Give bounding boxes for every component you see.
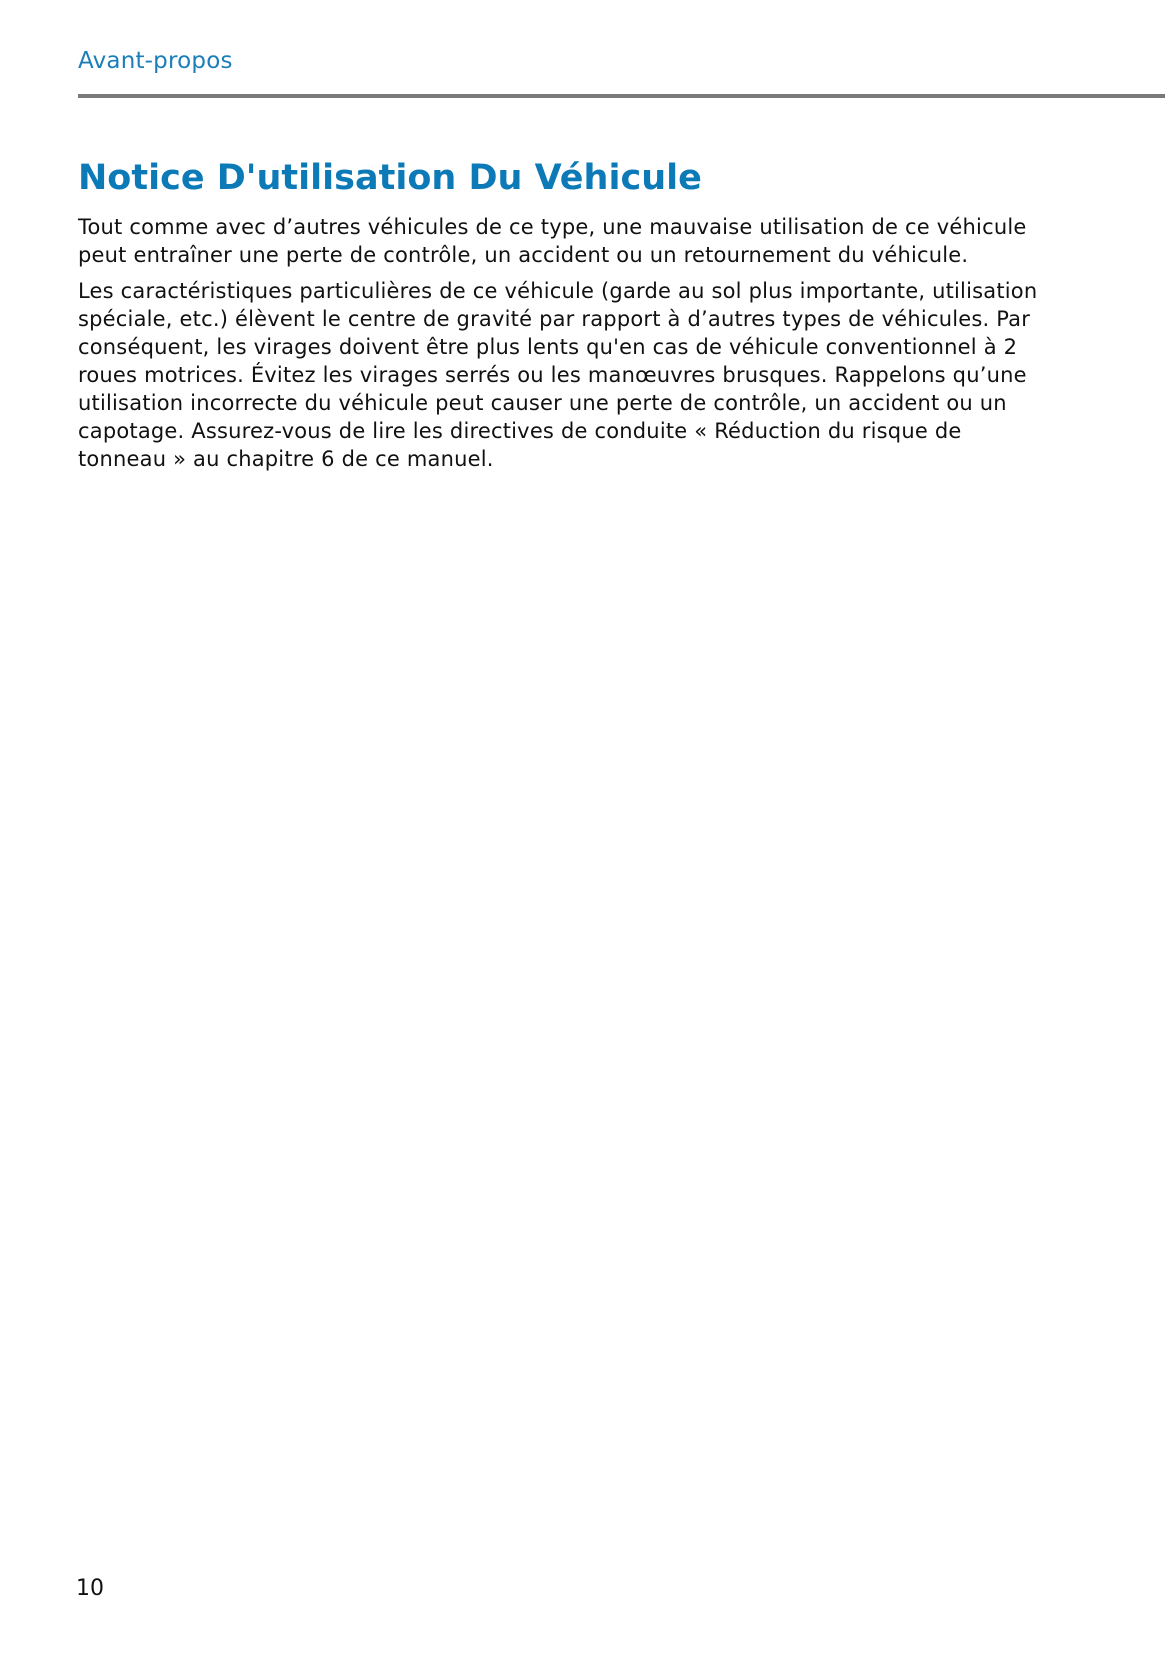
page-number: 10 — [76, 1576, 104, 1601]
body-text — [78, 213, 1038, 481]
header-divider — [78, 94, 1165, 98]
running-header: Avant-propos — [78, 48, 233, 74]
paragraph-2: Les caractéristiques particulières de ce véhicule (garde au sol plus importante, utilisation spéciale, etc.) élèvent le centre de gravité par rapport à d’autres types de véhicules. Par conséquent, les virages doivent être plus lents qu'en cas de véhicule conventionnel à 2 roues motrices. Évitez les virages serrés ou les manœuvres brusques. Rappelons qu’une utilisation incorrecte du véhicule peut causer une perte de contrôle, un accident ou un capotage. Assurez-vous de lire les directives de conduite « Réduction du risque de tonneau » au chapitre 6 de ce manuel. — [78, 279, 1038, 471]
section-title: Notice D'utilisation Du Véhicule — [78, 158, 702, 198]
paragraph-1: Tout comme avec d’autres véhicules de ce type, une mauvaise utilisation de ce véhicule peut entraîner une perte de contrôle, un accident ou un retournement du véhicule. — [78, 215, 1027, 267]
